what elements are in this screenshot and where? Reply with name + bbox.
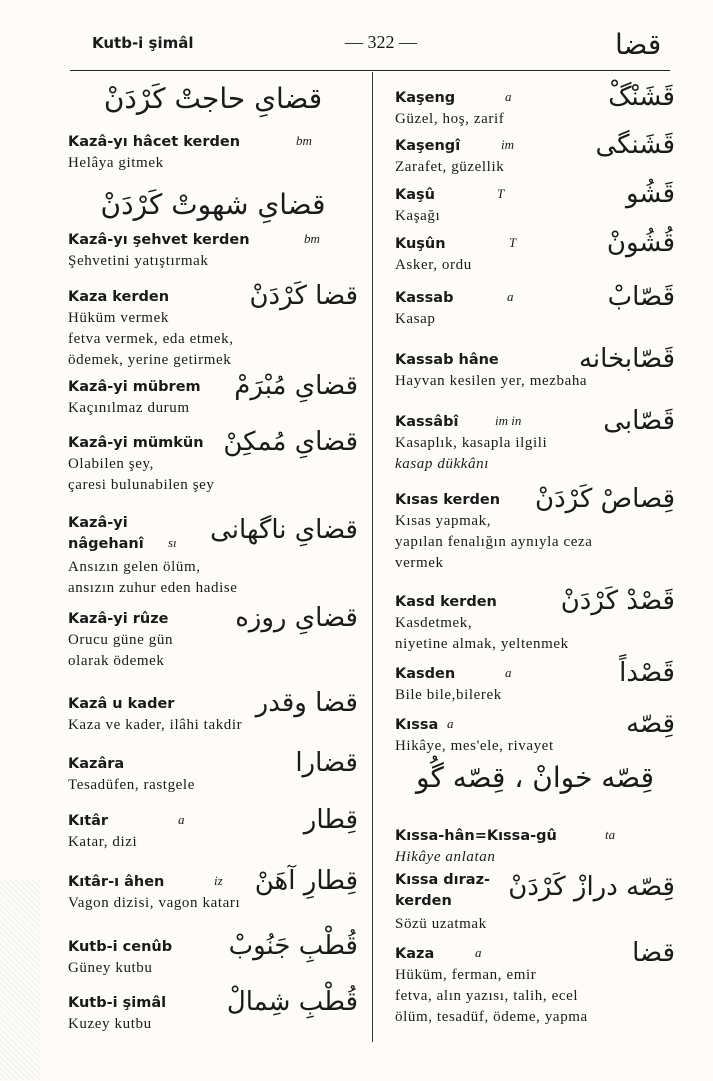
- arabic-script: قضا وقدر: [255, 688, 358, 718]
- headword: Kutb-i şimâl: [68, 995, 167, 1011]
- arabic-script: قَصْداً: [619, 658, 675, 688]
- headword: Kazâ-yi rûze: [68, 611, 169, 627]
- arabic-script: قضاىِ روزه: [235, 603, 358, 633]
- definition-line: Kısas yapmak,: [395, 513, 492, 529]
- definition-line: Kaçınılmaz durum: [68, 400, 190, 416]
- headword: Kıtâr-ı âhen: [68, 874, 165, 890]
- definition-line: çaresi bulunabilen şey: [68, 477, 215, 493]
- definition-line: Hikâye anlatan: [395, 849, 496, 865]
- definition-line: Kuzey kutbu: [68, 1016, 152, 1032]
- arabic-phrase-text: قِصّه خوانْ ، قِصّه گُو: [416, 761, 654, 794]
- definition-line: Tesadüfen, rastgele: [68, 777, 195, 793]
- arabic-phrase: [395, 761, 675, 801]
- arabic-script: قَصّابْ: [607, 282, 675, 312]
- definition-line: Olabilen şey,: [68, 456, 154, 472]
- arabic-script: قُطْبِ شِمالْ: [226, 987, 358, 1017]
- arabic-phrase: [68, 188, 358, 228]
- arabic-script: قضارا: [295, 748, 358, 778]
- definition-line: ölüm, tesadüf, ödeme, yapma: [395, 1009, 588, 1025]
- arabic-script: قضا: [632, 938, 675, 968]
- arabic-script: قَصْدْ كَرْدَنْ: [560, 586, 675, 616]
- headword: Kazâ u kader: [68, 696, 175, 712]
- definition-line: Kasdetmek,: [395, 615, 473, 631]
- definition-line: Sözü uzatmak: [395, 916, 487, 932]
- definition-line: Kaza ve kader, ilâhi takdir: [68, 717, 243, 733]
- definition-line: Kasaplık, kasapla ilgili: [395, 435, 548, 451]
- headword: Kıssa: [395, 717, 439, 733]
- arabic-script: قَشُو: [625, 179, 675, 209]
- grammar-tag: a: [447, 716, 454, 731]
- grammar-tag: T: [509, 235, 517, 250]
- headword: Kassab hâne: [395, 352, 499, 368]
- arabic-script: قُشُونْ: [606, 228, 675, 258]
- headword: Kaşû: [395, 187, 435, 203]
- definition-line: Kasap: [395, 311, 436, 327]
- definition-line: ansızın zuhur eden hadise: [68, 580, 238, 596]
- definition-line: Helâya gitmek: [68, 155, 164, 171]
- definition-line: Zarafet, güzellik: [395, 159, 505, 175]
- headword: Kazâ-yi nâgehanî: [68, 515, 144, 552]
- definition-line: Orucu güne gün: [68, 632, 174, 648]
- definition-line: Vagon dizisi, vagon katarı: [68, 895, 241, 911]
- arabic-phrase-text: قضاىِ حاجتْ كَرْدَنْ: [103, 82, 323, 115]
- arabic-script: قَشَنگى: [595, 130, 675, 160]
- grammar-tag: a: [505, 665, 512, 680]
- grammar-tag: a: [507, 289, 514, 304]
- definition-line: vermek: [395, 555, 444, 571]
- headword: Kazâra: [68, 756, 125, 772]
- headword: Kısas kerden: [395, 492, 501, 508]
- headword: Kaza: [395, 946, 435, 962]
- headword: Kaza kerden: [68, 289, 170, 305]
- arabic-phrase-text: قضاىِ شهوتْ كَرْدَنْ: [100, 188, 326, 221]
- running-head-left: Kutb-i şimâl: [92, 34, 194, 52]
- definition-line: fetva vermek, eda etmek,: [68, 331, 234, 347]
- headword: Kasd kerden: [395, 594, 497, 610]
- headword: Kaşengî: [395, 138, 461, 154]
- arabic-script: قُطْبِ جَنُوبْ: [228, 931, 358, 961]
- definition-line: Ansızın gelen ölüm,: [68, 559, 201, 575]
- arabic-script: قضاىِ مُبْرَمْ: [234, 371, 358, 401]
- definition-line: Hüküm, ferman, emir: [395, 967, 537, 983]
- grammar-tag: im: [501, 137, 514, 152]
- definition-line: olarak ödemek: [68, 653, 165, 669]
- grammar-tag: iz: [214, 873, 223, 888]
- grammar-tag: im in: [495, 413, 522, 428]
- grammar-tag: ta: [605, 827, 616, 842]
- headword: Kaşeng: [395, 90, 456, 106]
- definition-line: Kaşağı: [395, 208, 441, 224]
- headword: Kazâ-yı hâcet kerden: [68, 134, 241, 150]
- definition-line: Güney kutbu: [68, 960, 153, 976]
- arabic-script: قَصّابى: [603, 406, 675, 436]
- grammar-tag: T: [497, 186, 505, 201]
- grammar-tag: a: [178, 812, 185, 827]
- headword: Kuşûn: [395, 236, 446, 252]
- definition-line: Bile bile,bilerek: [395, 687, 502, 703]
- definition-line: Katar, dizi: [68, 834, 138, 850]
- grammar-tag: a: [505, 89, 512, 104]
- arabic-script: قَشَنْگْ: [608, 82, 675, 112]
- headword: Kıtâr: [68, 813, 109, 829]
- column-divider: [372, 72, 373, 1042]
- definition-line: Hikâye, mes'ele, rivayet: [395, 738, 554, 754]
- arabic-script: قِطارِ آهَنْ: [254, 866, 358, 896]
- arabic-script: قَصّابخانه: [578, 344, 675, 374]
- headword: Kazâ-yı şehvet kerden: [68, 232, 250, 248]
- arabic-phrase: [68, 82, 358, 122]
- definition-line: ödemek, yerine getirmek: [68, 352, 232, 368]
- headword: Kassab: [395, 290, 454, 306]
- arabic-script: قضاىِ ناگهانى: [210, 515, 358, 545]
- grammar-tag: a: [475, 945, 482, 960]
- running-head-right: قضا: [615, 28, 662, 61]
- arabic-script: قضاىِ مُمكِنْ: [223, 427, 358, 457]
- grammar-tag: bm: [304, 231, 320, 246]
- arabic-script: قِطار: [303, 805, 358, 835]
- headword: Kıssa-hân=Kıssa-gû: [395, 828, 557, 844]
- headword: Kutb-i cenûb: [68, 939, 173, 955]
- page-number: — 322 —: [345, 32, 417, 52]
- scan-edge: [0, 880, 40, 1080]
- arabic-script: قِصاصْ كَرْدَنْ: [535, 484, 675, 514]
- grammar-tag: bm: [296, 133, 312, 148]
- grammar-tag: sı: [168, 535, 177, 550]
- arabic-script: قِصّه درازْ كَرْدَنْ: [508, 872, 675, 902]
- headword: Kazâ-yi mümkün: [68, 435, 204, 451]
- definition-line: Hüküm vermek: [68, 310, 169, 326]
- headword: Kassâbî: [395, 414, 459, 430]
- definition-line: Asker, ordu: [395, 257, 472, 273]
- definition-line: Hayvan kesilen yer, mezbaha: [395, 373, 588, 389]
- definition-line: kasap dükkânı: [395, 456, 490, 472]
- headword: Kazâ-yi mübrem: [68, 379, 201, 395]
- definition-line: fetva, alın yazısı, talih, ecel: [395, 988, 579, 1004]
- arabic-script: قضا كَرْدَنْ: [249, 281, 358, 311]
- headword: Kasden: [395, 666, 456, 682]
- definition-line: Şehvetini yatıştırmak: [68, 253, 209, 269]
- definition-line: yapılan fenalığın aynıyla ceza: [395, 534, 593, 550]
- arabic-script: قِصّه: [626, 709, 675, 739]
- header-rule: [70, 70, 670, 71]
- headword: Kıssa dıraz- kerden: [395, 872, 491, 909]
- definition-line: Güzel, hoş, zarif: [395, 111, 505, 127]
- page-header: [0, 30, 713, 60]
- definition-line: niyetine almak, yeltenmek: [395, 636, 569, 652]
